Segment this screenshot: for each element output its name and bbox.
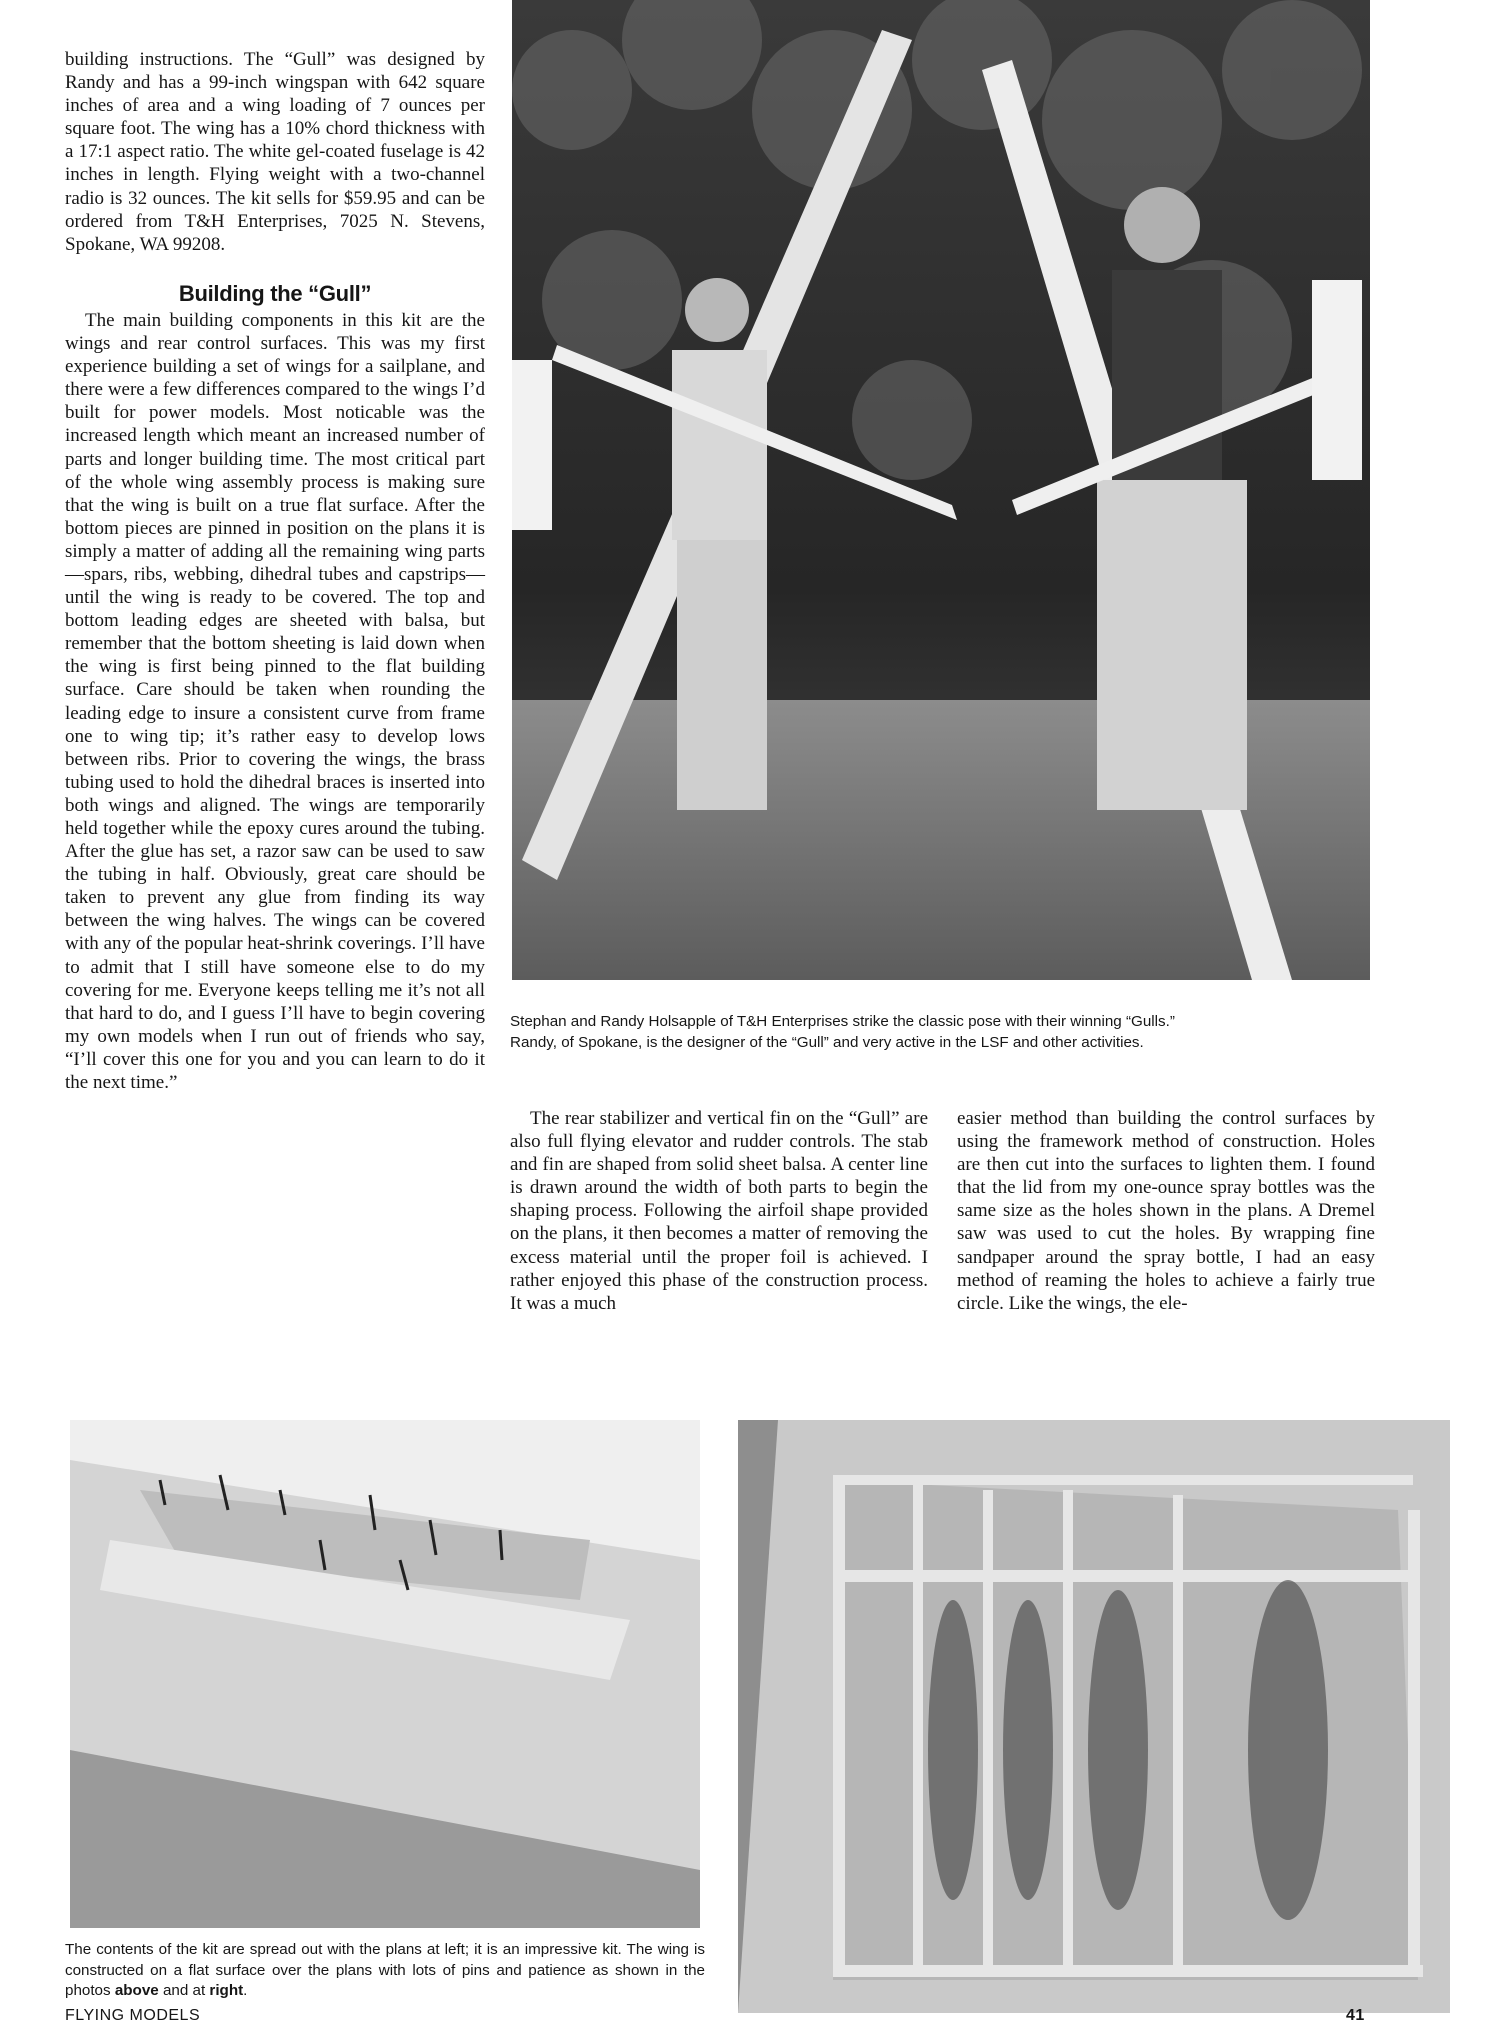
intro-paragraph: building instructions. The “Gull” was designed by Randy and has a 99-inch wingspan with 642 square inches of area and a wing loading of 7 ounces per square foot. The wing has a 10% chord thickness with a 17:1 aspect ratio. The white gel-coated fuselage is 42 inches in length. Flying weight with a two-channel radio is 32 ounces. The kit sells for $59.95 and can be ordered from T&H Enterprises, 7025 N. Stevens, Spokane, WA 99208.: [65, 49, 485, 255]
page-number: 41: [1346, 2007, 1365, 2024]
bottom-photo-caption: [65, 1940, 705, 2002]
building-paragraph: The main building components in this kit are the wings and rear control surfaces. This was my first experience building a set of wings for a sailplane, and there were a few differences compared to the wings I’d built for power models. Most noticable was the increased length which meant an increased number of parts and longer building time. The most critical part of the whole wing assembly process is making sure that the wing is built on a true flat surface. After the bottom pieces are pinned in position on the plans it is simply a matter of adding all the remaining wing parts—spars, ribs, webbing, dihedral tubes and capstrips—until the wing is ready to be covered. The top and bottom leading edges are sheeted with balsa, but remember that the bottom sheeting is laid down when the wing is first being pinned to the flat building surface. Care should be taken when rounding the leading edge to insure a consistent curve from frame one to wing tip; it’s rather easy to develop lows between ribs. Prior to covering the wings, the brass tubing used to hold the dihedral braces is inserted into both wings and aligned. The wings are temporarily held together while the epoxy cures around the tubing. After the glue has set, a razor saw can be used to saw the tubing in half. Obviously, great care should be taken to prevent any glue from finding its way between the wing halves. The wings can be covered with any of the popular heat-shrink coverings. I’ll have to admit that I still have someone else to do my covering for me. Everyone keeps telling me it’s not all that hard to do, and I guess I’ll have to begin covering my own models when I run out of friends who say, “I’ll cover this one for you and you can learn to do it the next time.”: [65, 309, 485, 1094]
wing-pinned-on-plans-photo: [70, 1420, 700, 1928]
caption-line-2: Randy, of Spokane, is the designer of the “Gull” and very active in the LSF and other activities.: [510, 1033, 1144, 1051]
right-column: [957, 1107, 1375, 1315]
magazine-name: FLYING MODELS: [65, 2007, 201, 2024]
stabilizer-paragraph: The rear stabilizer and vertical fin on the “Gull” are also full flying elevator and rudder controls. The stab and fin are shaped from solid sheet balsa. A center line is drawn around the width of both parts to begin the shaping process. Following the airfoil shape provided on the plans, it then becomes a matter of removing the excess material until the proper foil is achieved. I rather enjoyed this phase of the construction process. It was a much: [510, 1108, 928, 1314]
section-heading: Building the “Gull”: [178, 280, 372, 306]
top-photo-caption: [510, 1012, 1380, 1053]
photo-illustration: [512, 0, 1370, 980]
caption-bold-right: right: [209, 1982, 244, 1999]
caption-text: The contents of the kit are spread out with the plans at left; it is an impressive kit. The wing is constructed on a flat surface over the plans with lots of pins and patience as shown in the photos: [65, 1941, 705, 1999]
left-column: [65, 48, 485, 1094]
stabilizer-framework-photo: [738, 1420, 1450, 2013]
caption-text-end: .: [243, 1982, 248, 1999]
caption-text-mid: and at: [158, 1982, 210, 1999]
middle-column: [510, 1107, 928, 1315]
photo-illustration: [70, 1420, 700, 1928]
caption-bold-above: above: [114, 1982, 159, 1999]
two-men-holding-sailplanes-photo: [512, 0, 1370, 980]
photo-illustration: [738, 1420, 1450, 2013]
caption-line-1: Stephan and Randy Holsapple of T&H Enterprises strike the classic pose with their winning “Gulls.”: [510, 1013, 1175, 1030]
continuation-paragraph: easier method than building the control surfaces by using the framework method of construction. Holes are then cut into the surfaces to lighten them. I found that the lid from my one-ounce spray bottles was the same size as the holes shown in the plans. A Dremel saw was used to cut the holes. By wrapping fine sandpaper around the spray bottle, I had an easy method of reaming the holes to achieve a fairly true circle. Like the wings, the ele-: [957, 1108, 1375, 1314]
